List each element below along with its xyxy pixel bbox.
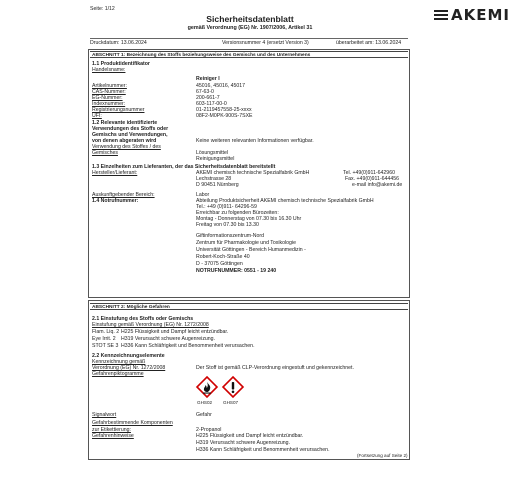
id-label: CAS-Nummer: — [92, 89, 126, 95]
id-label: Artikelnummer: — [92, 83, 127, 89]
emergency-line: Montag - Donnerstag von 07.30 bis 16.30 Uhr — [196, 216, 302, 222]
use-label: Verwendung des Stoffes / des — [92, 144, 161, 150]
flame-icon — [196, 376, 218, 398]
s1-3-heading: 1.3 Einzelheiten zum Lieferanten, der das Sicherheitsdatenblatt bereitstellt — [92, 164, 276, 170]
s1-1-heading: 1.1 Produktidentifikator — [92, 61, 150, 67]
emergency-line: Tel.: +49 (0)911- 64296-59 — [196, 204, 257, 210]
components-label: Gefahrbestimmende Komponenten — [92, 420, 173, 426]
id-label: Indexnummer: — [92, 101, 126, 107]
id-label: UFI: — [92, 113, 102, 119]
class-code: Flam. Liq. 2 — [92, 329, 120, 335]
supplier-line: AKEMI chemisch technische Spezialfabrik GmbH — [196, 170, 310, 176]
supplier-label: Hersteller/Lieferant: — [92, 170, 138, 176]
s1-2-heading: Verwendungen des Stoffs oder — [92, 126, 169, 132]
signal-word-value: Gefahr — [196, 412, 212, 418]
id-label: Registrierungsnummer — [92, 107, 145, 113]
id-value: 603-117-00-0 — [196, 101, 227, 107]
class-code: Eye Irrit. 2 — [92, 336, 116, 342]
s1-4-heading: 1.4 Notrufnummer: — [92, 198, 139, 204]
hazard-statement: H336 Kann Schläfrigkeit und Benommenheit verursachen. — [196, 447, 330, 453]
contact-email[interactable]: e-mail info@akemi.de — [352, 182, 403, 188]
id-value: 67-63-0 — [196, 89, 214, 95]
regulation-value: Der Stoff ist gemäß CLP-Verordnung eingestuft und gekennzeichnet. — [196, 365, 354, 371]
pictogram-code: GHS02 — [197, 400, 213, 405]
supplier-line: Lechstrasse 28 — [196, 176, 232, 182]
pictograms-label: Gefahrenpiktogramme — [92, 371, 144, 377]
section-1-heading: ABSCHNITT 1: Bezeichnung des Stoffs beziehungsweise des Gemischs und des Unternehmens — [90, 51, 408, 58]
s2-1-heading: 2.1 Einstufung des Stoffs oder Gemischs — [92, 316, 194, 322]
hazard-statements-label: Gefahrenhinweise — [92, 433, 134, 439]
class-text: H225 Flüssigkeit und Dampf leicht entzündbar. — [121, 329, 229, 335]
document-subtitle: gemäß Verordnung (EG) Nr. 1907/2006, Artikel 31 — [187, 25, 313, 31]
emergency-line: Abteilung Produktsicherheit AKEMI chemisch technische Spezialfabrik GmbH — [196, 198, 374, 204]
s1-2-heading: Gemischs und Verwendungen, — [92, 132, 168, 138]
poison-center-line: Universität Göttingen - Bereich Humanmedizin - — [196, 247, 306, 253]
hazard-statement: H319 Verursacht schwere Augenreizung. — [196, 440, 291, 446]
page-number: Seite: 1/12 — [90, 6, 115, 12]
hazard-statement: H225 Flüssigkeit und Dampf leicht entzündbar. — [196, 433, 304, 439]
id-value: 200-661-7 — [196, 95, 220, 101]
signal-word-label: Signalwort — [92, 412, 117, 418]
class-text: H319 Verursacht schwere Augenreizung. — [121, 336, 216, 342]
supplier-line: D 90451 Nürnberg — [196, 182, 239, 188]
contact-fax: Fax. +49(0)911-644456 — [345, 176, 399, 182]
s1-2-value: Keine weiteren relevanten Informationen verfügbar. — [196, 138, 314, 144]
component-value: 2-Propanol — [196, 427, 222, 433]
poison-center-line: Giftinformationszentrum-Nord — [196, 233, 265, 239]
id-value: 45016, 45016, 45017 — [196, 83, 246, 89]
logo-text: AKEMI — [451, 6, 510, 24]
s1-2-heading: von denen abgeraten wird — [92, 138, 157, 144]
poison-center-line: Zentrum für Pharmakologie und Toxikologie — [196, 240, 296, 246]
s1-2-heading: 1.2 Relevante identifizierte — [92, 120, 158, 126]
id-value: 01-2119457558-25-xxxx — [196, 107, 252, 113]
info-label: Auskunftgebender Bereich: — [92, 192, 155, 198]
print-date: Druckdatum: 13.06.2024 — [90, 40, 147, 46]
header-divider — [90, 38, 408, 39]
continuation-note: (Fortsetzung auf Seite 2) — [357, 453, 408, 458]
s2-2-subheading: Kennzeichnung gemäß — [92, 359, 146, 365]
class-code: STOT SE 3 — [92, 343, 119, 349]
contact-phone: Tel. +49(0)911-642960 — [343, 170, 395, 176]
pictogram-group — [196, 376, 256, 410]
emergency-line: Erreichbar zu folgenden Bürozeiten: — [196, 210, 279, 216]
document-title: Sicherheitsdatenblatt — [206, 14, 294, 24]
section-2-heading: ABSCHNITT 2: Mögliche Gefahren — [90, 303, 408, 310]
info-value: Labor — [196, 192, 210, 198]
use-value: Lösungsmittel — [196, 150, 229, 156]
s2-2-heading: 2.2 Kennzeichnungselemente — [92, 353, 165, 359]
id-value: 08F2-M0PK-900S-7SXE — [196, 113, 253, 119]
pictogram-code: GHS07 — [223, 400, 239, 405]
revision-date: überarbeitet am: 13.06.2024 — [336, 40, 402, 46]
components-label: zur Etikettierung: — [92, 427, 131, 433]
regulation-label: Verordnung (EG) Nr. 1272/2008 — [92, 365, 166, 371]
emergency-number: NOTRUFNUMMER: 0551 - 19 240 — [196, 268, 277, 274]
id-label: EG-Nummer: — [92, 95, 123, 101]
exclamation-icon — [222, 376, 244, 398]
emergency-line: Freitag von 07.30 bis 13.30 — [196, 222, 259, 228]
trade-name-value: Reiniger I — [196, 76, 220, 82]
class-text: H336 Kann Schläfrigkeit und Benommenheit verursachen. — [121, 343, 255, 349]
trade-name-label: Handelsname: — [92, 67, 126, 73]
use-label: Gemisches — [92, 150, 118, 156]
version-number: Versionsnummer 4 (ersetzt Version 3) — [222, 40, 309, 46]
s2-1-subheading: Einstufung gemäß Verordnung (EG) Nr. 1272/2008 — [92, 322, 209, 328]
poison-center-line: D - 37075 Göttingen — [196, 261, 243, 267]
poison-center-line: Robert-Koch-Straße 40 — [196, 254, 250, 260]
use-value: Reinigungsmittel — [196, 156, 235, 162]
